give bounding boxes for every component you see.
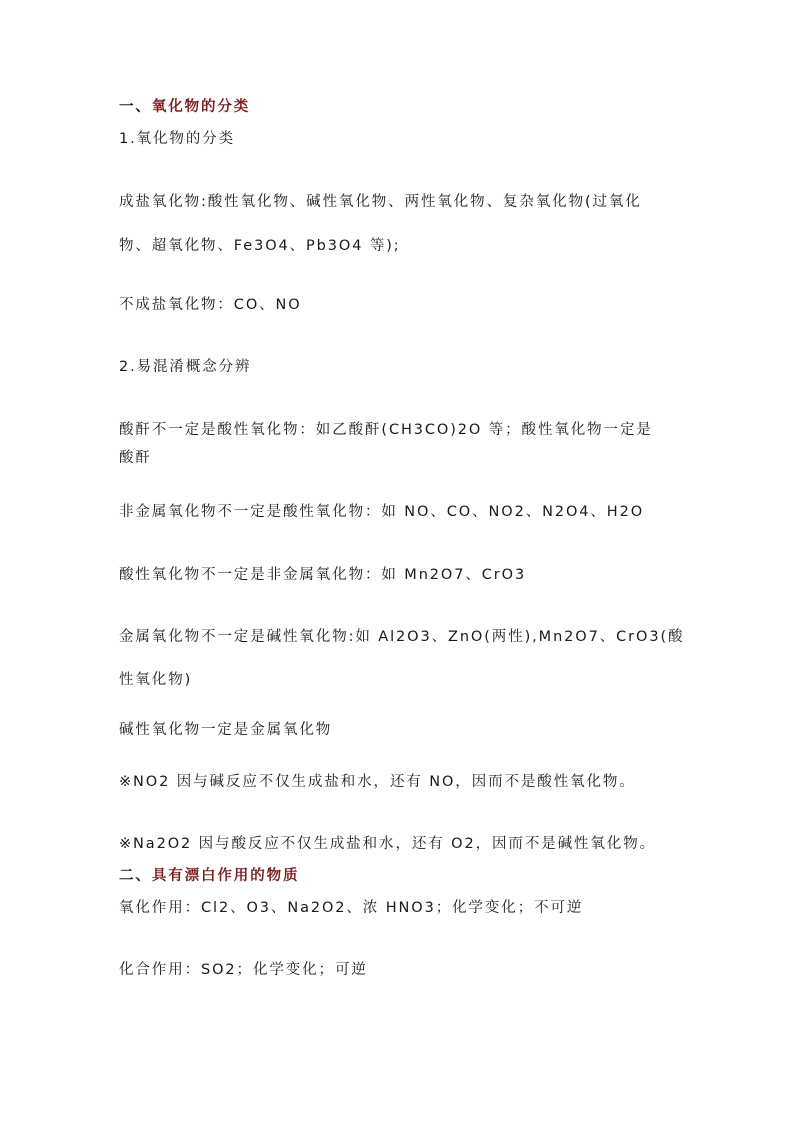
section1-title: 氧化物的分类	[151, 99, 251, 115]
paragraph-nonmetal-oxides: 非金属氧化物不一定是酸性氧化物：如 NO、CO、NO2、N2O4、H2O	[119, 504, 645, 520]
section1-number: 一、	[119, 99, 152, 115]
paragraph-metal-oxides-line2: 性氧化物)	[119, 672, 193, 688]
salt-forming-oxides-line2: 物、超氧化物、Fe3O4、Pb3O4 等);	[119, 238, 401, 254]
paragraph-acidic-oxides: 酸性氧化物不一定是非金属氧化物：如 Mn2O7、CrO3	[119, 567, 527, 583]
paragraph-metal-oxides-line1: 金属氧化物不一定是碱性氧化物:如 Al2O3、ZnO(两性),Mn2O7、CrO3(酸	[119, 629, 685, 645]
non-salt-forming-oxides: 不成盐氧化物：CO、NO	[119, 297, 302, 313]
combination-bleaching: 化合作用：SO2；化学变化；可逆	[119, 962, 368, 978]
subheading-classification: 1.氧化物的分类	[119, 131, 236, 147]
subheading-confusing-concepts: 2.易混淆概念分辨	[119, 359, 252, 375]
paragraph-basic-oxides: 碱性氧化物一定是金属氧化物	[119, 722, 333, 738]
section2-heading	[119, 866, 299, 886]
section2-number: 二、	[119, 868, 152, 884]
paragraph-anhydride-line2: 酸酐	[119, 450, 152, 466]
salt-forming-oxides-line1: 成盐氧化物:酸性氧化物、碱性氧化物、两性氧化物、复杂氧化物(过氧化	[119, 194, 642, 210]
paragraph-anhydride-line1: 酸酐不一定是酸性氧化物：如乙酸酐(CH3CO)2O 等；酸性氧化物一定是	[119, 422, 653, 438]
section2-title: 具有漂白作用的物质	[151, 868, 300, 884]
note-no2: ※NO2 因与碱反应不仅生成盐和水，还有 NO，因而不是酸性氧化物。	[119, 774, 636, 790]
oxidation-bleaching: 氧化作用：Cl2、O3、Na2O2、浓 HNO3；化学变化；不可逆	[119, 900, 584, 916]
note-na2o2: ※Na2O2 因与酸反应不仅生成盐和水，还有 O2，因而不是碱性氧化物。	[119, 836, 656, 852]
section1-heading	[119, 97, 250, 117]
